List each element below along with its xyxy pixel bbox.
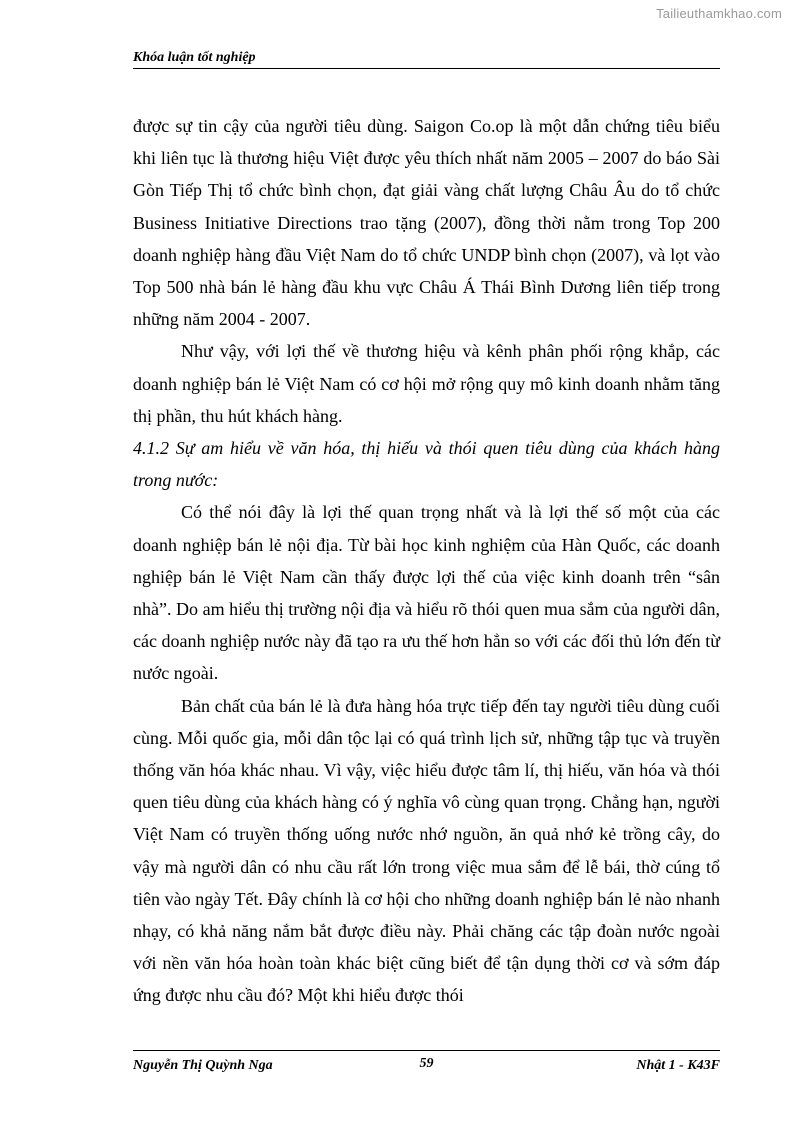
footer-author: Nguyễn Thị Quỳnh Nga	[133, 1058, 273, 1073]
section-heading: 4.1.2 Sự am hiểu về văn hóa, thị hiếu và thói quen tiêu dùng của khách hàng trong nước:	[133, 438, 720, 491]
page-number: 59	[419, 1056, 434, 1071]
paragraph-1: được sự tin cậy của người tiêu dùng. Saigon Co.op là một dẫn chứng tiêu biểu khi liên tục là thương hiệu Việt được yêu thích nhất năm 2005 – 2007 do báo Sài Gòn Tiếp Thị tổ chức bình chọn, đạt giải vàng chất lượng Châu Âu do tổ chức Business Initiative Directions trao tặng (2007), đồng thời nằm trong Top 200 doanh nghiệp hàng đầu Việt Nam do tổ chức UNDP bình chọn (2007), và lọt vào Top 500 nhà bán lẻ hàng đầu khu vực Châu Á Thái Bình Dương liên tiếp trong những năm 2004 - 2007.	[133, 116, 720, 330]
paragraph-4: Bản chất của bán lẻ là đưa hàng hóa trực tiếp đến tay người tiêu dùng cuối cùng. Mỗi quốc gia, mỗi dân tộc lại có quá trình lịch sử, những tập tục và truyền thống văn hóa khác nhau. Vì vậy, việc hiểu được tâm lí, thị hiếu, văn hóa và thói quen tiêu dùng của khách hàng có ý nghĩa vô cùng quan trọng. Chẳng hạn, người Việt Nam có truyền thống uống nước nhớ nguồn, ăn quả nhớ kẻ trồng cây, do vậy mà người dân có nhu cầu rất lớn trong việc mua sắm để lễ bái, thờ cúng tổ tiên vào ngày Tết. Đây chính là cơ hội cho những doanh nghiệp bán lẻ nào nhanh nhạy, có khả năng nắm bắt được điều này. Phải chăng các tập đoàn nước ngoài với nền văn hóa hoàn toàn khác biệt cũng biết để tận dụng thời cơ và sớm đáp ứng được nhu cầu đó? Một khi hiểu được thói	[133, 695, 720, 1006]
header-divider	[133, 68, 720, 69]
paragraph-3: Có thể nói đây là lợi thế quan trọng nhất và là lợi thế số một của các doanh nghiệp bán lẻ nội địa. Từ bài học kinh nghiệm của Hàn Quốc, các doanh nghiệp bán lẻ Việt Nam cần thấy được lợi thế của việc kinh doanh trên “sân nhà”. Do am hiểu thị trường nội địa và hiểu rõ thói quen mua sắm của người dân, các doanh nghiệp nước này đã tạo ra ưu thế hơn hẳn so với các đối thủ lớn đến từ nước ngoài.	[133, 502, 720, 684]
paragraph-2: Như vậy, với lợi thế về thương hiệu và kênh phân phối rộng khắp, các doanh nghiệp bán lẻ Việt Nam có cơ hội mở rộng quy mô kinh doanh nhằm tăng thị phần, thu hút khách hàng.	[133, 341, 720, 426]
page-body	[133, 110, 720, 1012]
footer-divider	[133, 1050, 720, 1051]
page-footer	[133, 1058, 720, 1078]
footer-class-code: Nhật 1 - K43F	[636, 1058, 720, 1073]
running-header-title: Khóa luận tốt nghiệp	[133, 50, 256, 65]
watermark: Tailieuthamkhao.com	[656, 6, 782, 21]
